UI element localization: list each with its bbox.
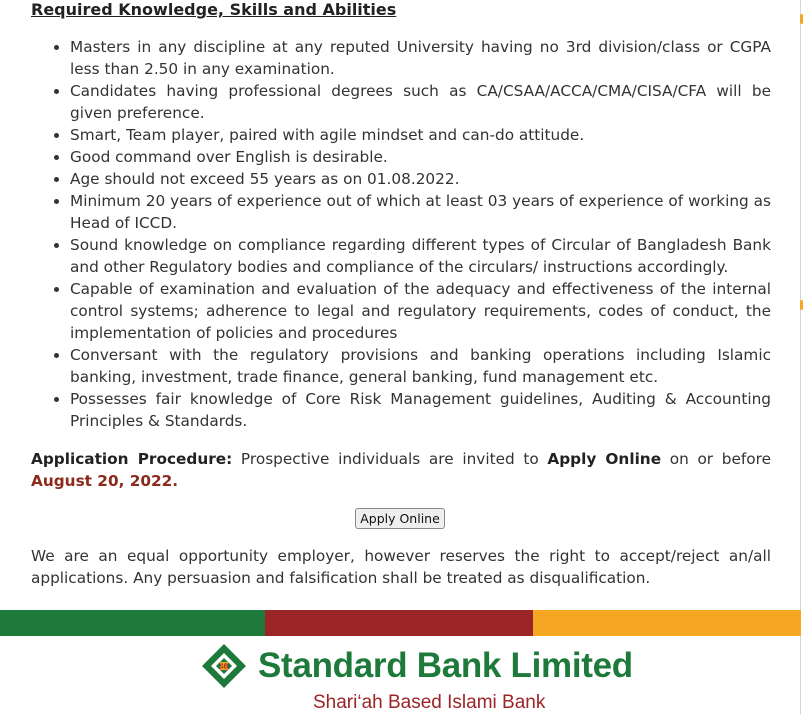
list-item: • Possesses fair knowledge of Core Risk Management guidelines, Auditing & Accounting Principles & Standards. [70, 388, 771, 432]
list-item: • Minimum 20 years of experience out of which at least 03 years of experience of working as Head of ICCD. [70, 190, 771, 234]
procedure-text-after: on or before [661, 450, 771, 468]
band-red [265, 610, 533, 636]
brand-color-band [0, 610, 801, 636]
band-gold [533, 610, 801, 636]
band-green [0, 610, 265, 636]
section-heading: Required Knowledge, Skills and Abilities [31, 0, 397, 19]
list-item: • Capable of examination and evaluation of the adequacy and effectiveness of the internal control systems; adherence to legal and regulatory requirements, codes of conduct, the implementation of policies and procedures [70, 278, 771, 344]
list-item: • Good command over English is desirable. [70, 146, 771, 168]
requirements-list [31, 36, 771, 432]
list-item: • Age should not exceed 55 years as on 01.08.2022. [70, 168, 771, 190]
list-item: • Sound knowledge on compliance regarding different types of Circular of Bangladesh Bank and other Regulatory bodies and compliance of the circulars/ instructions accordingly. [70, 234, 771, 278]
application-deadline: August 20, 2022. [31, 472, 179, 490]
procedure-label: Application Procedure: [31, 450, 233, 468]
list-item: • Smart, Team player, paired with agile mindset and can-do attitude. [70, 124, 771, 146]
sbl-logo-icon [200, 642, 248, 690]
apply-online-button[interactable]: Apply Online [355, 508, 445, 529]
procedure-text: Prospective individuals are invited to [232, 450, 548, 468]
list-item: • Masters in any discipline at any reputed University having no 3rd division/class or CGPA less than 2.50 in any examination. [70, 36, 771, 80]
application-procedure [31, 448, 771, 492]
equal-opportunity-disclaimer: We are an equal opportunity employer, however reserves the right to accept/reject an/all applications. Any persuasion and falsification shall be treated as disqualification. [31, 547, 771, 587]
list-item: • Conversant with the regulatory provisions and banking operations including Islamic banking, investment, trade finance, general banking, fund management etc. [70, 344, 771, 388]
apply-online-phrase: Apply Online [547, 450, 662, 468]
bank-name: Standard Bank Limited [258, 646, 633, 685]
bank-tagline: Shari‘ah Based Islami Bank [313, 692, 546, 713]
list-item: • Candidates having professional degrees such as CA/CSAA/ACCA/CMA/CISA/CFA will be given preference. [70, 80, 771, 124]
bank-logo [0, 636, 801, 714]
svg-text:SB: SB [219, 663, 229, 671]
